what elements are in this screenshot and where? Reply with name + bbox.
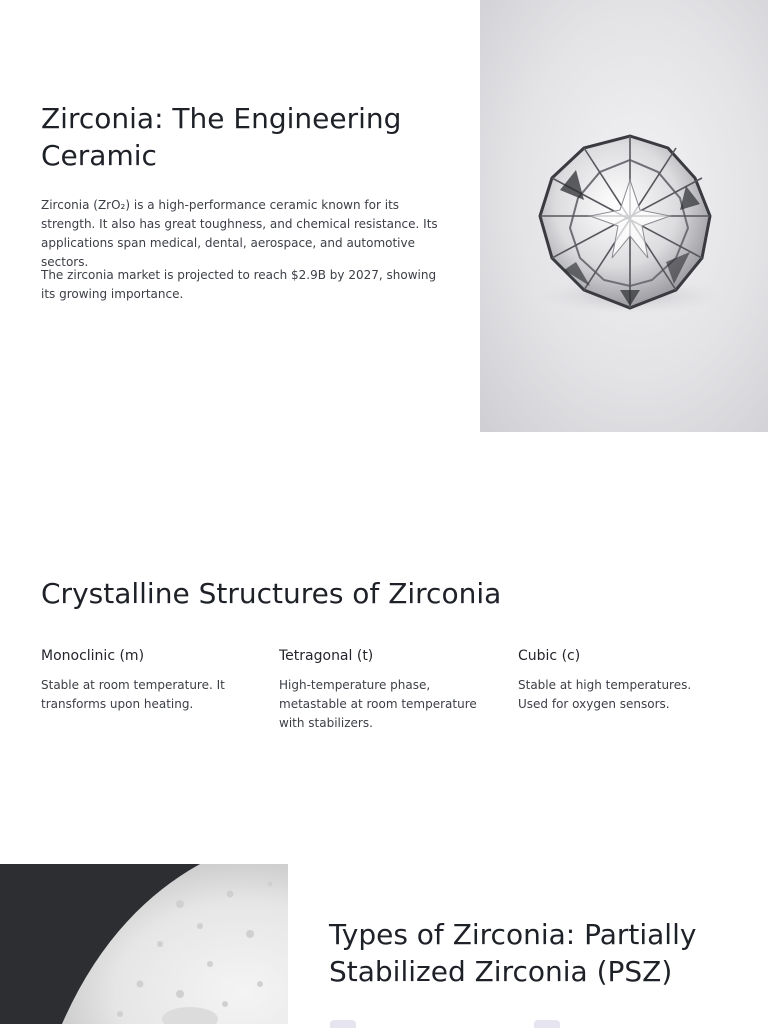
type-card-tab — [534, 1020, 560, 1028]
structure-card-body: Stable at room temperature. It transforms upon heating. — [41, 678, 225, 711]
gemstone-image — [480, 0, 768, 432]
structure-card-body: Stable at high temperatures. Used for oxygen sensors. — [518, 678, 692, 711]
hero-paragraph: Zirconia (ZrO₂) is a high-performance ceramic known for its strength. It also has great toughness, and chemical resistance. Its applications span medical, dental, aerospace, and automotive sectors. — [41, 198, 438, 269]
powder-illustration — [0, 864, 288, 1024]
zirconia-powder-image — [0, 864, 288, 1024]
gemstone-illustration — [480, 0, 768, 432]
structure-card-monoclinic — [41, 646, 241, 714]
structure-card-title: Tetragonal (t) — [279, 648, 374, 664]
structures-title: Crystalline Structures of Zirconia — [41, 577, 502, 610]
structures-section — [41, 574, 731, 766]
type-card-tab — [330, 1020, 356, 1028]
hero-paragraph: The zirconia market is projected to reach $2.9B by 2027, showing its growing importance. — [41, 268, 437, 301]
hero-body — [41, 196, 441, 304]
hero-text — [41, 100, 441, 304]
structure-card-cubic — [518, 646, 718, 714]
types-section — [0, 864, 768, 1024]
structure-card-tetragonal — [279, 646, 479, 733]
structure-cards — [41, 646, 731, 766]
hero-title: Zirconia: The Engineering Ceramic — [41, 102, 402, 172]
structure-card-body: High-temperature phase, metastable at room temperature with stabilizers. — [279, 678, 477, 730]
types-title: Types of Zirconia: Partially Stabilized Zirconia (PSZ) — [329, 918, 697, 988]
structure-card-title: Cubic (c) — [518, 648, 581, 664]
structure-card-title: Monoclinic (m) — [41, 648, 145, 664]
hero-section — [0, 0, 768, 432]
